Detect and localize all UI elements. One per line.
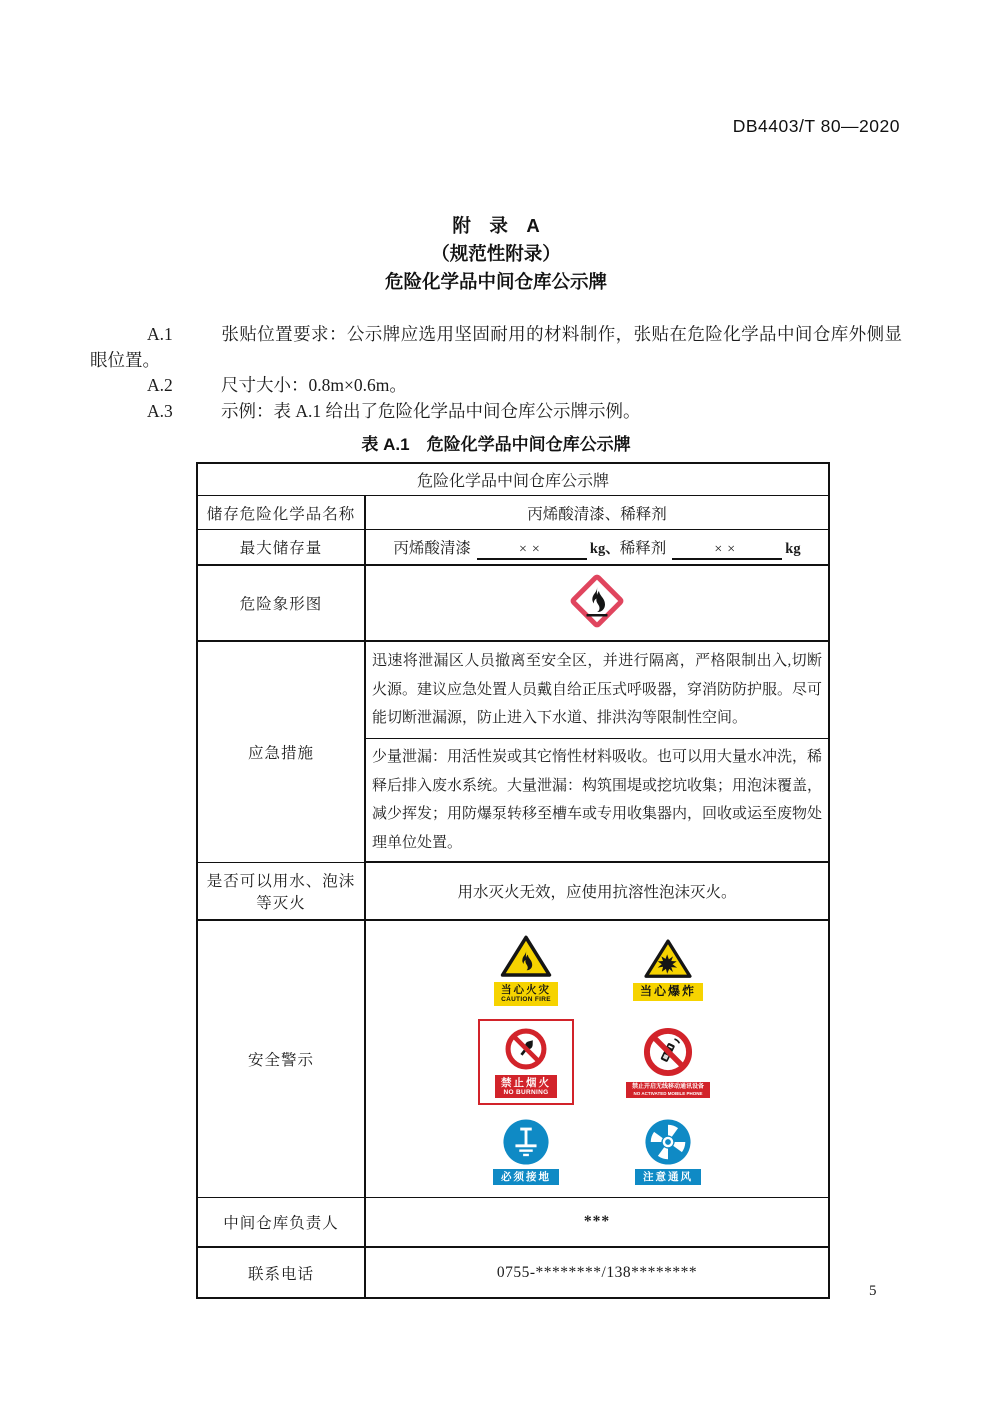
emergency-paragraph-2: 少量泄漏：用活性炭或其它惰性材料吸收。也可以用大量水冲洗，稀释后排入废水系统。大量泄漏：构筑围堤或挖坑收集；用泡沫覆盖，减少挥发；用防爆泵转移至槽车或专用收集器内，回收或运至废物处理单位处置。 bbox=[365, 739, 829, 863]
page-number: 5 bbox=[869, 1283, 877, 1299]
water-foam-value: 用水灭火无效，应使用抗溶性泡沫灭火。 bbox=[365, 862, 829, 920]
storage-name-value: 丙烯酸清漆、稀释剂 bbox=[365, 496, 829, 530]
notice-table bbox=[196, 462, 830, 1299]
max-storage-item1: 丙烯酸清漆 bbox=[393, 540, 471, 557]
max-storage-unit1: kg、 bbox=[589, 541, 620, 557]
sign-no-burning bbox=[478, 1019, 574, 1106]
safety-warning-cell bbox=[365, 920, 829, 1198]
sign-attention-ventilation bbox=[620, 1118, 716, 1185]
max-storage-value bbox=[365, 530, 829, 566]
clause-a1 bbox=[90, 322, 902, 373]
clause-a1-text: 张贴位置要求：公示牌应选用坚固耐用的材料制作，张贴在危险化学品中间仓库外侧显眼位置。 bbox=[90, 324, 902, 370]
appendix-subheading: （规范性附录） bbox=[431, 243, 561, 264]
manager-value: *** bbox=[365, 1198, 829, 1248]
clause-a3-label: A.3 bbox=[147, 400, 173, 421]
sign-caption: 必须接地 bbox=[493, 1169, 559, 1185]
clause-a2-text: 尺寸大小：0.8m×0.6m。 bbox=[221, 375, 407, 395]
phone-value: 0755-********/138******** bbox=[365, 1247, 829, 1298]
sign-caption: 注意通风 bbox=[635, 1169, 701, 1185]
clause-a3 bbox=[90, 399, 902, 425]
table-row bbox=[197, 1247, 829, 1298]
max-storage-label: 最大储存量 bbox=[197, 530, 365, 566]
appendix-heading: 附 录 A bbox=[452, 215, 540, 236]
table-row bbox=[197, 862, 829, 920]
table-title-cell: 危险化学品中间仓库公示牌 bbox=[197, 463, 829, 496]
sign-caption: 当心火灾 CAUTION FIRE bbox=[494, 982, 558, 1006]
manager-label: 中间仓库负责人 bbox=[197, 1198, 365, 1248]
ventilation-icon bbox=[644, 1118, 692, 1166]
no-mobile-phone-icon bbox=[641, 1025, 695, 1079]
clause-a2-label: A.2 bbox=[147, 375, 173, 395]
clause-a2 bbox=[90, 373, 902, 399]
caution-fire-icon bbox=[499, 933, 553, 979]
max-storage-item2: 稀释剂 bbox=[619, 540, 667, 557]
doc-number: DB4403/T 80—2020 bbox=[732, 116, 900, 136]
table-caption: 表 A.1 危险化学品中间仓库公示牌 bbox=[361, 435, 631, 454]
emergency-label: 应急措施 bbox=[197, 641, 365, 862]
pictogram-label: 危险象形图 bbox=[197, 565, 365, 641]
sign-caption: 禁止开启无线移动通讯设备 NO ACTIVATED MOBILE PHONE bbox=[626, 1082, 710, 1098]
sign-caution-fire bbox=[478, 933, 574, 1006]
table-row bbox=[197, 641, 829, 739]
emergency-paragraph-1: 迅速将泄漏区人员撤离至安全区，并进行隔离，严格限制出入,切断火源。建议应急处置人员戴自给正压式呼吸器，穿消防防护服。尽可能切断泄漏源，防止进入下水道、排洪沟等限制性空间。 bbox=[365, 641, 829, 739]
table-row bbox=[197, 530, 829, 566]
pictogram-cell bbox=[365, 565, 829, 641]
sign-caption: 当心爆炸 bbox=[633, 983, 703, 1001]
table-title-row bbox=[197, 463, 829, 496]
safety-warning-label: 安全警示 bbox=[197, 920, 365, 1198]
clause-a3-text: 示例：表 A.1 给出了危险化学品中间仓库公示牌示例。 bbox=[221, 400, 641, 421]
table-row bbox=[197, 1198, 829, 1248]
sign-caution-explosion bbox=[620, 937, 716, 1001]
max-storage-unit2: kg bbox=[785, 541, 801, 557]
storage-name-label: 储存危险化学品名称 bbox=[197, 496, 365, 530]
safety-signs-grid bbox=[372, 923, 822, 1195]
no-burning-icon bbox=[503, 1026, 549, 1072]
ghs-flame-icon bbox=[568, 572, 626, 630]
caution-explosion-icon bbox=[643, 937, 693, 980]
max-storage-blank1: ×× bbox=[477, 542, 587, 560]
max-storage-blank2: ×× bbox=[672, 542, 782, 560]
appendix-head bbox=[90, 0, 902, 296]
table-row bbox=[197, 565, 829, 641]
table-row bbox=[197, 920, 829, 1198]
appendix-title: 危险化学品中间仓库公示牌 bbox=[384, 271, 607, 292]
phone-label: 联系电话 bbox=[197, 1247, 365, 1298]
clause-a1-label: A.1 bbox=[147, 324, 173, 344]
sign-no-mobile-phone bbox=[620, 1025, 716, 1098]
clauses bbox=[90, 322, 902, 424]
table-row bbox=[197, 496, 829, 530]
sign-caption: 禁止烟火 NO BURNING bbox=[495, 1075, 557, 1099]
water-foam-label: 是否可以用水、泡沫等灭火 bbox=[197, 862, 365, 920]
sign-must-connect-ground bbox=[478, 1118, 574, 1185]
must-ground-icon bbox=[502, 1118, 550, 1166]
